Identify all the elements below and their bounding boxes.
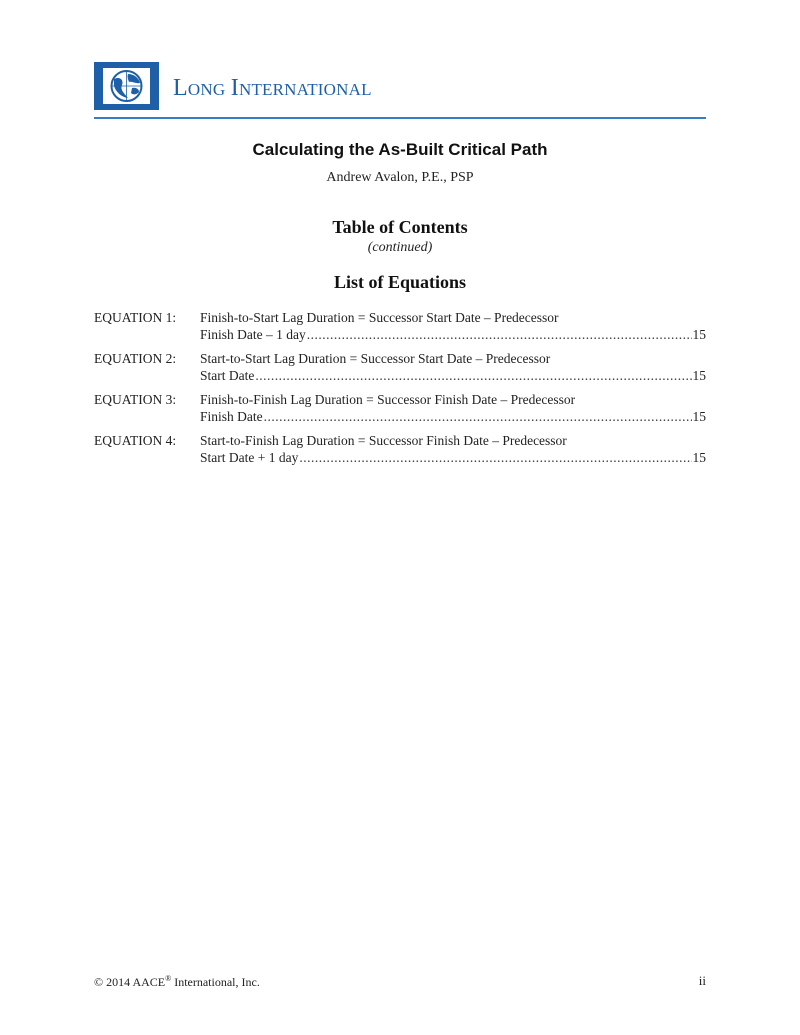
dot-leader: [255, 367, 691, 384]
page-number: ii: [698, 973, 706, 988]
document-author: Andrew Avalon, P.E., PSP: [326, 170, 474, 185]
equation-page-number: 15: [692, 409, 706, 424]
equation-entry[interactable]: [94, 391, 706, 432]
equation-label: EQUATION 1:: [94, 310, 177, 325]
equation-text-line1: Finish-to-Finish Lag Duration = Successor Finish Date – Predecessor: [200, 392, 576, 407]
dot-leader: [264, 408, 692, 425]
equation-text-line2: Start Date + 1 day: [200, 450, 299, 465]
list-of-equations-heading: List of Equations: [333, 272, 467, 292]
copyright-prefix: © 2014 AACE: [94, 975, 166, 989]
copyright-suffix: International, Inc.: [171, 975, 260, 989]
company-name-initial-2: I: [230, 75, 239, 101]
equation-label: EQUATION 3:: [94, 392, 177, 407]
copyright-notice: [94, 974, 260, 990]
equation-label: EQUATION 2:: [94, 351, 177, 366]
company-name-part-2: NTERNATIONAL: [238, 80, 372, 99]
equation-entry[interactable]: [94, 309, 706, 350]
long-international-logo: [94, 62, 159, 110]
equation-page-number: 15: [692, 327, 706, 342]
equation-text-line1: Start-to-Start Lag Duration = Successor Start Date – Predecessor: [200, 351, 551, 366]
equation-entry[interactable]: [94, 350, 706, 391]
equation-text-line2: Finish Date: [200, 409, 263, 424]
toc-heading: Table of Contents: [332, 217, 468, 237]
page-header: [94, 62, 706, 118]
equation-entry[interactable]: [94, 432, 706, 473]
equation-page-number: 15: [692, 368, 706, 383]
equation-text-line2: Start Date: [200, 368, 255, 383]
equation-text-line1: Finish-to-Start Lag Duration = Successor Start Date – Predecessor: [200, 310, 559, 325]
equation-text-line1: Start-to-Finish Lag Duration = Successor Finish Date – Predecessor: [200, 433, 567, 448]
header-divider: [94, 117, 706, 119]
company-name-part-1: ONG: [187, 80, 226, 99]
company-name: [173, 75, 372, 102]
document-title: Calculating the As-Built Critical Path: [252, 140, 548, 159]
equation-text-line2: Finish Date – 1 day: [200, 327, 306, 342]
equation-page-number: 15: [692, 450, 706, 465]
registered-mark: ®: [165, 974, 172, 983]
equation-label: EQUATION 4:: [94, 433, 177, 448]
toc-subheading: (continued): [367, 240, 433, 255]
equation-list: [94, 309, 706, 473]
company-name-initial-1: L: [173, 75, 188, 101]
dot-leader: [307, 326, 692, 343]
dot-leader: [299, 449, 691, 466]
